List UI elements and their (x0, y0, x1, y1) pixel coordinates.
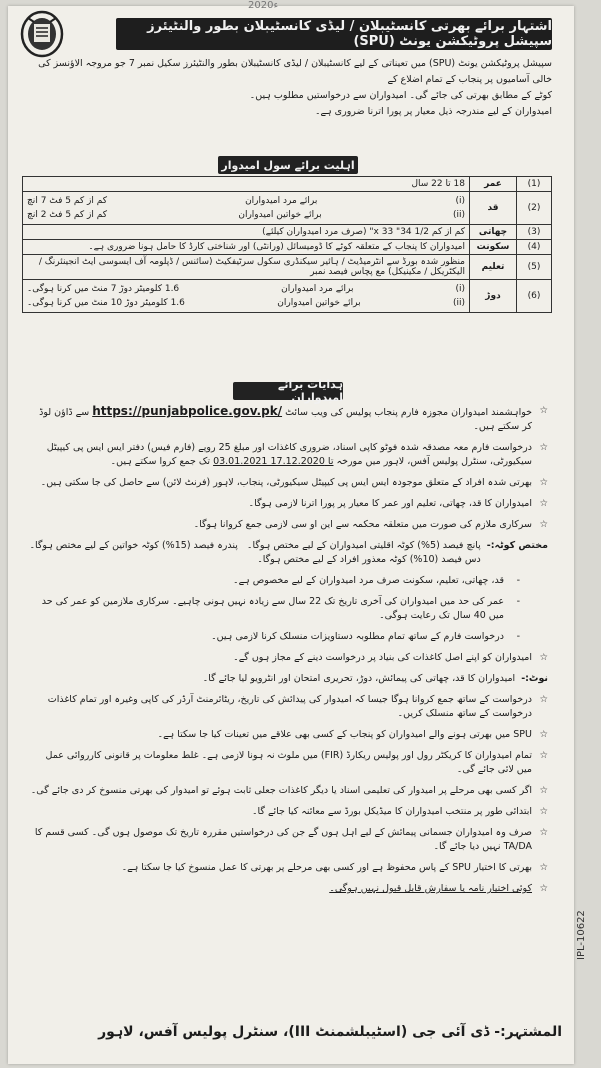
sub-who: برائے مرد امیدواران (245, 196, 318, 206)
row-value (23, 192, 470, 225)
note-item: ابتدائی طور پر منتخب امیدواران کا میڈیکل بورڈ سے معائنہ کیا جائے گا۔ (251, 806, 532, 817)
dash-item (28, 630, 548, 644)
table-row (23, 192, 552, 225)
eligibility-heading: اہلیت برائے سول امیدوار (218, 156, 358, 174)
url-line-text: خواہشمند امیدواران مجوزہ فارم پنجاب پولیس کی ویب سائٹ (285, 407, 532, 418)
sub-value: کم از کم 5 فٹ 2 انچ (27, 210, 108, 220)
sub-value: 1.6 کلومیٹر دوڑ 10 منٹ میں کرنا ہوگی۔ (27, 298, 185, 308)
note-block (28, 672, 548, 686)
item-text: عمر کی حد میں امیدواران کی آخری تاریخ تک 22 سال سے زیادہ نہیں ہونی چاہیے۔ سرکاری ملازمین کو عمر کی حد میں 40 سال تک رعایت ہوگی۔ (41, 596, 504, 621)
advertisement-page (8, 0, 574, 1064)
dates-suffix: تک جمع کروا سکتے ہیں۔ (110, 456, 211, 467)
list-item (28, 441, 548, 469)
sub-number: (i) (455, 196, 465, 206)
advertiser-signature: المشتہر:- ڈی آئی جی (اسٹیبلشمنٹ III)، سنٹرل پولیس آفس، لاہور (98, 1024, 562, 1040)
list-item (28, 826, 548, 854)
list-item (28, 497, 548, 511)
quota-item: پندرہ فیصد (15%) کوٹہ خواتین کے لیے مختص ہوگا۔ (29, 540, 238, 551)
intro-paragraph (22, 56, 552, 120)
list-item (28, 784, 548, 798)
star-icon: ☆ (539, 519, 548, 530)
list-item (28, 861, 548, 875)
star-icon: ☆ (539, 477, 548, 488)
item-text: امیدواران کو اپنے اصل کاغذات کی بنیاد پر درخواست دینے کے مجاز ہوں گے۔ (233, 652, 532, 663)
sub-number: (i) (455, 284, 465, 294)
row-label: دوڑ (470, 280, 517, 313)
row-value (23, 280, 470, 313)
star-icon: ☆ (539, 785, 548, 796)
side-code: IPL-10622 (576, 910, 587, 960)
star-icon: ☆ (539, 694, 548, 705)
instructions-list (28, 404, 548, 903)
note-item: بھرتی کا اختیار SPU کے پاس محفوظ ہے اور کسی بھی مرحلے پر بھرتی کا عمل منسوخ کیا جا سکتا ہے۔ (121, 862, 532, 873)
item-text: درخواست فارم کے ساتھ تمام مطلوبہ دستاویزات منسلک کرنا لازمی ہیں۔ (211, 631, 504, 642)
note-item: اگر کسی بھی مرحلے پر امیدوار کی تعلیمی اسناد یا دیگر کاغذات جعلی ثابت ہوئے تو امیدوار کی بھرتی منسوخ کر دی جائے گی۔ (30, 785, 532, 796)
sub-value: کم از کم 5 فٹ 7 انچ (27, 196, 108, 206)
row-value: امیدواران کا پنجاب کے متعلقہ کوٹے کا ڈومیسائل (ورانٹی) اور شناختی کارڈ کا حامل ہونا ضروری ہے۔ (23, 240, 470, 255)
sub-row (27, 208, 465, 222)
intro-line: امیدواران کے لیے مندرجہ ذیل معیار پر پورا اترنا ضروری ہے۔ (314, 106, 552, 117)
list-item (28, 693, 548, 721)
row-number: (2) (517, 192, 552, 225)
star-icon: ☆ (539, 883, 548, 894)
star-icon: ☆ (539, 405, 548, 416)
note-item: امیدواران کا قد، چھاتی کی پیمائش، دوڑ، تحریری امتحان اور انٹرویو لیا جائے گا۔ (202, 673, 516, 684)
row-label: تعلیم (470, 255, 517, 280)
star-icon: ☆ (539, 806, 548, 817)
list-item (28, 404, 548, 434)
punjab-police-logo-icon (20, 10, 64, 58)
star-icon: ☆ (539, 442, 548, 453)
dash-icon: - (516, 575, 520, 586)
note-item: درخواست کے ساتھ جمع کروانا ہوگا جیسا کہ امیدوار کی پیدائش کی تاریخ، ریٹائرمنٹ آرڈر کی کاپی وغیرہ اور تمام کاغذات درخواست کے ساتھ منسلک کریں۔ (47, 694, 532, 719)
dash-icon: - (516, 596, 520, 607)
sub-row (27, 296, 465, 310)
row-number: (6) (517, 280, 552, 313)
row-label: چھاتی (470, 225, 517, 240)
website-link[interactable]: https://punjabpolice.gov.pk/ (92, 404, 283, 418)
row-value: منظور شدہ بورڈ سے انٹرمیڈیٹ / ہائیر سیکنڈری سکول سرٹیفکیٹ (سائنس / ڈپلومہ آف ایسوسی ایٹ انجینئرنگ / الیکٹریکل / مکینیکل) مع پچاس فیصد نمبر (23, 255, 470, 280)
quota-item: پانچ فیصد (5%) کوٹہ اقلیتی امیدواران کے لیے مختص ہوگا۔ (246, 540, 481, 551)
sub-row (27, 194, 465, 208)
page-title: اشتہار برائے بھرتی کانسٹیبلان / لیڈی کانسٹیبلان بطور والنٹیئرز سپیشل پروٹیکشن یونٹ (SPU) (116, 18, 552, 50)
row-value: کم از کم 1/2 34" x 33" (صرف مرد امیدواران کیلئے) (23, 225, 470, 240)
intro-line: سپیشل پروٹیکشن یونٹ (SPU) میں تعیناتی کے لیے کانسٹیبلان / لیڈی کانسٹیبلان بطور والنٹیئرز سکیل نمبر 7 جو مروجہ الاؤنسز کی خالی آسامیوں پر پنجاب کے تمام اضلاع کے (38, 58, 552, 85)
star-icon: ☆ (539, 498, 548, 509)
list-item (28, 805, 548, 819)
row-value: 18 تا 22 سال (23, 177, 470, 192)
note-item: SPU میں بھرتی ہونے والے امیدواران کو پنجاب کے کسی بھی علاقے میں تعینات کیا جا سکتا ہے۔ (157, 729, 532, 740)
dash-icon: - (516, 631, 520, 642)
list-item (28, 518, 548, 532)
item-text: سرکاری ملازم کی صورت میں متعلقہ محکمہ سے این او سی لازمی جمع کروانا ہوگا۔ (193, 519, 532, 530)
instructions-heading: ہدایات برائے امیدواران (233, 382, 343, 400)
quota-item: دس فیصد (10%) کوٹہ معذور افراد کے لیے مختص ہوگا۔ (257, 554, 481, 565)
quota-label: مختص کوٹہ:- (486, 540, 548, 551)
star-icon: ☆ (539, 827, 548, 838)
note-item: تمام امیدواران کا کریکٹر رول اور پولیس ریکارڈ (FIR) میں ملوث نہ ہونا لازمی ہے۔ غلط معلومات پر قانونی کارروائی عمل میں لائی جائے گی۔ (45, 750, 532, 775)
star-icon: ☆ (539, 729, 548, 740)
dash-item (28, 595, 548, 623)
sub-value: 1.6 کلومیٹر دوڑ 7 منٹ میں کرنا ہوگی۔ (27, 284, 180, 294)
date-fragment: ء2020 (248, 0, 279, 11)
sub-row (27, 282, 465, 296)
list-item (28, 476, 548, 490)
list-item (28, 728, 548, 742)
sub-who: برائے مرد امیدواران (281, 284, 354, 294)
sub-who: برائے خواتین امیدواران (277, 298, 361, 308)
row-label: قد (470, 192, 517, 225)
table-row (23, 225, 552, 240)
note-label: نوٹ:- (521, 673, 548, 684)
star-icon: ☆ (539, 862, 548, 873)
quota-block (28, 539, 548, 567)
note-item: صرف وہ امیدواران جسمانی پیمائش کے لیے اہل ہوں گے جن کی درخواستیں مقررہ تاریخ تک موصول ہوں گی۔ کسی قسم کا TA/DA نہیں دیا جائے گا۔ (34, 827, 532, 852)
row-number: (3) (517, 225, 552, 240)
table-row (23, 280, 552, 313)
item-text: بھرتی شدہ افراد کے متعلق موجودہ ایس ایس پی کیپیٹل سیکیورٹی، پنجاب، لاہور (فرنٹ لائن) سے حاصل کی جا سکتی ہیں۔ (40, 477, 532, 488)
intro-line: کوٹے کے مطابق بھرتی کی جائے گی۔ امیدواران سے درخواستیں مطلوب ہیں۔ (249, 90, 552, 101)
star-icon: ☆ (539, 652, 548, 663)
url-line-text: سے ڈاؤن لوڈ کر سکتے ہیں۔ (39, 407, 532, 432)
dash-item (28, 574, 548, 588)
row-number: (1) (517, 177, 552, 192)
application-dates: 03.01.2021 تا 17.12.2020 (213, 456, 334, 467)
row-label: عمر (470, 177, 517, 192)
list-item (28, 882, 548, 896)
table-row (23, 240, 552, 255)
row-number: (4) (517, 240, 552, 255)
row-label: سکونت (470, 240, 517, 255)
table-row (23, 255, 552, 280)
sub-number: (ii) (452, 298, 465, 308)
item-text: امیدواران کا قد، چھاتی، تعلیم اور عمر کا معیار پر پورا اترنا لازمی ہوگا۔ (248, 498, 532, 509)
row-number: (5) (517, 255, 552, 280)
sub-number: (ii) (452, 210, 465, 220)
sub-who: برائے خواتین امیدواران (238, 210, 322, 220)
item-text: قد، چھاتی، تعلیم، سکونت صرف مرد امیدواران کے لیے مخصوص ہے۔ (233, 575, 504, 586)
list-item (28, 749, 548, 777)
star-icon: ☆ (539, 750, 548, 761)
eligibility-table (22, 176, 552, 313)
form-line-text: درخواست فارم معہ مصدقہ شدہ فوٹو کاپی اسناد، ضروری کاغذات اور مبلغ 25 روپے (فارم فیس) دفتر ایس ایس پی کیپیٹل سیکیورٹی، سنٹرل پولیس آفس، لاہور میں مورخہ (46, 442, 532, 467)
list-item (28, 651, 548, 665)
note-item: کوئی اختیار نامہ یا سفارش قابل قبول نہیں ہوگی۔ (329, 883, 532, 894)
table-row (23, 177, 552, 192)
